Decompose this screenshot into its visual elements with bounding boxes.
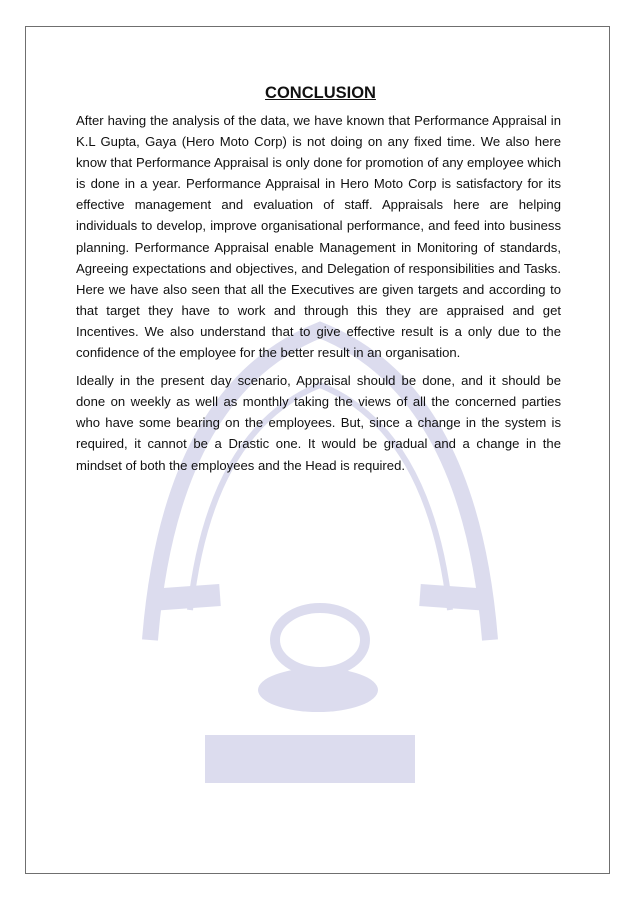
page-title: CONCLUSION	[265, 84, 376, 102]
paragraph: After having the analysis of the data, we have known that Performance Appraisal in K.L Gupta, Gaya (Hero Moto Corp) is not doing on any fixed time. We also here know that Performance Appraisal is only done for promotion of any employee which is done in a year. Performance Appraisal in Hero Moto Corp is satisfactory for its effective management and evaluation of staff. Appraisals here are helping individuals to develop, improve organisational performance, and feed into business planning. Performance Appraisal enable Management in Monitoring of standards, Agreeing expectations and objectives, and Delegation of responsibilities and Tasks. Here we have also seen that all the Executives are given targets and according to that target they have to work and through this they are appraised and get Incentives. We also understand that to give effective result is a only due to the confidence of the employee for the better result in an organisation.	[76, 113, 561, 361]
document-body	[76, 82, 561, 483]
paragraph: Ideally in the present day scenario, Appraisal should be done, and it should be done on weekly as well as monthly taking the views of all the concerned parties who have some bearing on the employees. But, since a change in the system is required, it cannot be a Drastic one. It would be gradual and a change in the mindset of both the employees and the Head is required.	[76, 373, 561, 473]
